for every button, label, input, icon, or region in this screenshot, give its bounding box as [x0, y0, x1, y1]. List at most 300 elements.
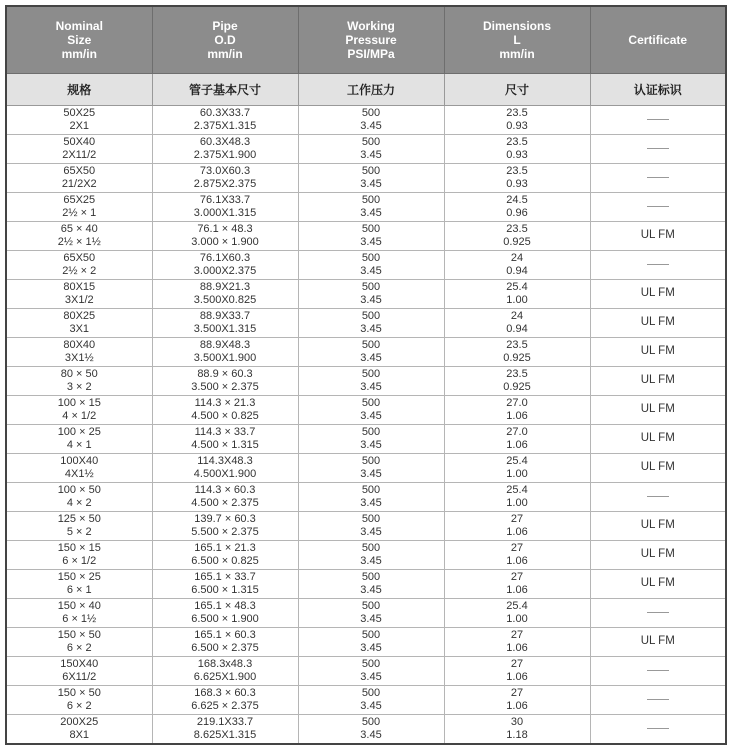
- dimensions-l-cell: [444, 483, 590, 512]
- metric-value: 139.7 × 60.3: [194, 512, 256, 525]
- table-row: [6, 599, 726, 628]
- imperial-value: 4.500X1.900: [193, 468, 257, 480]
- metric-value: 100X40: [60, 454, 99, 467]
- pipe-od-cell: [152, 628, 298, 657]
- pipe-od-cell: [152, 222, 298, 251]
- imperial-value: 3.45: [360, 613, 382, 625]
- header-line: Pipe: [212, 19, 238, 33]
- metric-value: 500: [361, 338, 381, 351]
- metric-value: 88.9 × 60.3: [197, 367, 253, 380]
- dimensions-l-cell: [444, 686, 590, 715]
- metric-value: 60.3X48.3: [199, 135, 251, 148]
- metric-value: 150X40: [60, 657, 99, 670]
- nominal-size-cell: [6, 396, 152, 425]
- metric-value: 168.3 × 60.3: [194, 686, 256, 699]
- dimensions-l-cell: [444, 541, 590, 570]
- working-pressure-cell: [298, 425, 444, 454]
- table-row: [6, 396, 726, 425]
- imperial-value: 3.45: [360, 468, 382, 480]
- imperial-value: 3.45: [360, 149, 382, 161]
- table-row: [6, 570, 726, 599]
- table-row: [6, 280, 726, 309]
- metric-value: 165.1 × 48.3: [194, 599, 256, 612]
- imperial-value: 3.45: [360, 526, 382, 538]
- imperial-value: 1.06: [506, 642, 528, 654]
- certificate-cell: UL FM: [590, 396, 726, 425]
- metric-value: 165.1 × 33.7: [194, 570, 256, 583]
- certificate-cell: [590, 599, 726, 628]
- pipe-od-cell: [152, 338, 298, 367]
- working-pressure-cell: [298, 164, 444, 193]
- pipe-od-cell: [152, 367, 298, 396]
- dimensions-l-cell: [444, 570, 590, 599]
- header-nominal-size: [6, 6, 152, 74]
- dimensions-l-cell: [444, 309, 590, 338]
- metric-value: 27: [510, 686, 524, 699]
- nominal-size-cell: [6, 338, 152, 367]
- imperial-value: 3 × 2: [66, 381, 92, 393]
- imperial-value: 4 × 1: [66, 439, 92, 451]
- imperial-value: 3.45: [360, 410, 382, 422]
- table-row: [6, 512, 726, 541]
- imperial-value: 1.06: [506, 439, 528, 451]
- imperial-value: 2½ × 1: [62, 207, 97, 219]
- table-row: [6, 454, 726, 483]
- imperial-value: 3X1½: [64, 352, 94, 364]
- nominal-size-cell: [6, 106, 152, 135]
- imperial-value: 3.45: [360, 120, 382, 132]
- metric-value: 88.9X48.3: [199, 338, 251, 351]
- imperial-value: 3X1/2: [64, 294, 94, 306]
- table-body: [6, 106, 726, 745]
- metric-value: 100 × 25: [57, 425, 101, 438]
- nominal-size-cell: [6, 483, 152, 512]
- metric-value: 65X25: [63, 193, 96, 206]
- working-pressure-cell: [298, 106, 444, 135]
- metric-value: 500: [361, 106, 381, 119]
- working-pressure-cell: [298, 599, 444, 628]
- metric-value: 25.4: [506, 483, 528, 496]
- imperial-value: 3.000 × 1.900: [191, 236, 259, 248]
- imperial-value: 4 × 1/2: [62, 410, 97, 422]
- certificate-cell: [590, 193, 726, 222]
- imperial-value: 3.500 × 2.375: [191, 381, 259, 393]
- no-certificate-dash: [647, 119, 669, 120]
- header-pipe-od: [152, 6, 298, 74]
- certificate-cell: UL FM: [590, 454, 726, 483]
- metric-value: 76.1 × 48.3: [197, 222, 253, 235]
- dimensions-l-cell: [444, 396, 590, 425]
- table-row: [6, 657, 726, 686]
- table-row: [6, 222, 726, 251]
- metric-value: 27: [510, 570, 524, 583]
- table-row: [6, 135, 726, 164]
- table-row: [6, 425, 726, 454]
- pipe-od-cell: [152, 251, 298, 280]
- dimensions-l-cell: [444, 367, 590, 396]
- imperial-value: 4.500 × 0.825: [191, 410, 259, 422]
- no-certificate-dash: [647, 612, 669, 613]
- working-pressure-cell: [298, 628, 444, 657]
- pipe-od-cell: [152, 512, 298, 541]
- pipe-od-cell: [152, 686, 298, 715]
- working-pressure-cell: [298, 251, 444, 280]
- imperial-value: 0.96: [506, 207, 528, 219]
- table-row: [6, 309, 726, 338]
- nominal-size-cell: [6, 367, 152, 396]
- header-line: Size: [67, 33, 92, 47]
- metric-value: 27: [510, 541, 524, 554]
- metric-value: 100 × 50: [57, 483, 101, 496]
- nominal-size-cell: [6, 193, 152, 222]
- dimensions-l-cell: [444, 715, 590, 745]
- certificate-cell: UL FM: [590, 222, 726, 251]
- header-line: mm/in: [61, 47, 97, 61]
- subheader-working-pressure: 工作压力: [298, 74, 444, 106]
- imperial-value: 3X1: [69, 323, 90, 335]
- imperial-value: 3.45: [360, 700, 382, 712]
- dimensions-l-cell: [444, 425, 590, 454]
- header-line: O.D: [214, 33, 236, 47]
- table-row: [6, 338, 726, 367]
- imperial-value: 3.500X1.315: [193, 323, 257, 335]
- no-certificate-dash: [647, 496, 669, 497]
- working-pressure-cell: [298, 686, 444, 715]
- metric-value: 23.5: [506, 338, 528, 351]
- subheader-dimensions-l: 尺寸: [444, 74, 590, 106]
- imperial-value: 6 × 1: [66, 584, 92, 596]
- nominal-size-cell: [6, 512, 152, 541]
- imperial-value: 1.00: [506, 468, 528, 480]
- imperial-value: 2.375X1.900: [193, 149, 257, 161]
- metric-value: 500: [361, 309, 381, 322]
- certificate-cell: UL FM: [590, 570, 726, 599]
- pipe-od-cell: [152, 715, 298, 745]
- metric-value: 50X40: [63, 135, 96, 148]
- metric-value: 150 × 50: [57, 628, 101, 641]
- imperial-value: 3.45: [360, 439, 382, 451]
- working-pressure-cell: [298, 454, 444, 483]
- metric-value: 76.1X33.7: [199, 193, 251, 206]
- certificate-cell: [590, 657, 726, 686]
- header-line: mm/in: [207, 47, 243, 61]
- metric-value: 114.3X48.3: [197, 454, 253, 467]
- metric-value: 114.3 × 60.3: [194, 483, 256, 496]
- metric-value: 80X40: [63, 338, 96, 351]
- imperial-value: 1.06: [506, 700, 528, 712]
- imperial-value: 1.00: [506, 294, 528, 306]
- imperial-value: 3.45: [360, 584, 382, 596]
- table-row: [6, 628, 726, 657]
- subheader-certificate: 认证标识: [590, 74, 726, 106]
- metric-value: 23.5: [506, 164, 528, 177]
- nominal-size-cell: [6, 541, 152, 570]
- imperial-value: 6 × 1/2: [62, 555, 97, 567]
- nominal-size-cell: [6, 425, 152, 454]
- metric-value: 25.4: [506, 454, 528, 467]
- no-certificate-dash: [647, 264, 669, 265]
- imperial-value: 3.000X1.315: [193, 207, 257, 219]
- imperial-value: 0.93: [506, 149, 528, 161]
- no-certificate-dash: [647, 206, 669, 207]
- imperial-value: 3.500X1.900: [193, 352, 257, 364]
- no-certificate-dash: [647, 148, 669, 149]
- imperial-value: 2.875X2.375: [193, 178, 257, 190]
- pipe-od-cell: [152, 657, 298, 686]
- dimensions-l-cell: [444, 512, 590, 541]
- metric-value: 25.4: [506, 280, 528, 293]
- imperial-value: 0.925: [503, 352, 531, 364]
- working-pressure-cell: [298, 541, 444, 570]
- metric-value: 500: [361, 483, 381, 496]
- metric-value: 200X25: [60, 715, 99, 728]
- pipe-od-cell: [152, 541, 298, 570]
- metric-value: 500: [361, 425, 381, 438]
- metric-value: 500: [361, 164, 381, 177]
- metric-value: 500: [361, 193, 381, 206]
- header-dimensions-l: [444, 6, 590, 74]
- dimensions-l-cell: [444, 280, 590, 309]
- certificate-cell: UL FM: [590, 425, 726, 454]
- imperial-value: 0.925: [503, 236, 531, 248]
- metric-value: 114.3 × 33.7: [194, 425, 256, 438]
- metric-value: 76.1X60.3: [199, 251, 251, 264]
- pipe-od-cell: [152, 599, 298, 628]
- working-pressure-cell: [298, 396, 444, 425]
- no-certificate-dash: [647, 728, 669, 729]
- metric-value: 500: [361, 280, 381, 293]
- working-pressure-cell: [298, 570, 444, 599]
- metric-value: 23.5: [506, 222, 528, 235]
- imperial-value: 3.45: [360, 497, 382, 509]
- pipe-od-cell: [152, 164, 298, 193]
- metric-value: 500: [361, 541, 381, 554]
- pipe-od-cell: [152, 193, 298, 222]
- metric-value: 165.1 × 60.3: [194, 628, 256, 641]
- imperial-value: 6.625 × 2.375: [191, 700, 259, 712]
- pipe-od-cell: [152, 483, 298, 512]
- working-pressure-cell: [298, 512, 444, 541]
- metric-value: 500: [361, 454, 381, 467]
- nominal-size-cell: [6, 309, 152, 338]
- nominal-size-cell: [6, 628, 152, 657]
- imperial-value: 3.000X2.375: [193, 265, 257, 277]
- imperial-value: 2X1: [69, 120, 90, 132]
- dimensions-l-cell: [444, 338, 590, 367]
- imperial-value: 2.375X1.315: [193, 120, 257, 132]
- imperial-value: 2½ × 2: [62, 265, 97, 277]
- imperial-value: 3.45: [360, 294, 382, 306]
- certificate-cell: [590, 106, 726, 135]
- imperial-value: 3.45: [360, 178, 382, 190]
- certificate-cell: [590, 164, 726, 193]
- header-line: mm/in: [499, 47, 535, 61]
- metric-value: 100 × 15: [57, 396, 101, 409]
- working-pressure-cell: [298, 715, 444, 745]
- certificate-cell: UL FM: [590, 338, 726, 367]
- metric-value: 65X50: [63, 164, 96, 177]
- table-row: [6, 483, 726, 512]
- metric-value: 30: [510, 715, 524, 728]
- imperial-value: 4.500 × 1.315: [191, 439, 259, 451]
- metric-value: 150 × 50: [57, 686, 101, 699]
- metric-value: 23.5: [506, 367, 528, 380]
- imperial-value: 6X11/2: [62, 671, 97, 683]
- pipe-od-cell: [152, 280, 298, 309]
- metric-value: 65 × 40: [60, 222, 98, 235]
- metric-value: 60.3X33.7: [199, 106, 251, 119]
- imperial-value: 1.06: [506, 410, 528, 422]
- table-row: [6, 164, 726, 193]
- metric-value: 150 × 15: [57, 541, 101, 554]
- metric-value: 150 × 25: [57, 570, 101, 583]
- metric-value: 80 × 50: [60, 367, 98, 380]
- certificate-cell: [590, 135, 726, 164]
- imperial-value: 6 × 1½: [62, 613, 97, 625]
- metric-value: 88.9X33.7: [199, 309, 251, 322]
- working-pressure-cell: [298, 135, 444, 164]
- imperial-value: 6.500 × 1.315: [191, 584, 259, 596]
- metric-value: 500: [361, 251, 381, 264]
- metric-value: 27: [510, 512, 524, 525]
- imperial-value: 0.93: [506, 120, 528, 132]
- table-row: [6, 367, 726, 396]
- imperial-value: 1.06: [506, 555, 528, 567]
- working-pressure-cell: [298, 309, 444, 338]
- imperial-value: 3.45: [360, 642, 382, 654]
- metric-value: 23.5: [506, 106, 528, 119]
- imperial-value: 2X11/2: [62, 149, 97, 161]
- header-line: Pressure: [345, 33, 397, 47]
- pipe-od-cell: [152, 454, 298, 483]
- imperial-value: 3.500X0.825: [193, 294, 257, 306]
- dimensions-l-cell: [444, 193, 590, 222]
- imperial-value: 3.45: [360, 236, 382, 248]
- working-pressure-cell: [298, 222, 444, 251]
- imperial-value: 6.625X1.900: [193, 671, 257, 683]
- header-working-pressure: [298, 6, 444, 74]
- header-line: Working: [347, 19, 395, 33]
- imperial-value: 3.45: [360, 323, 382, 335]
- imperial-value: 1.06: [506, 584, 528, 596]
- imperial-value: 21/2X2: [61, 178, 97, 190]
- metric-value: 500: [361, 657, 381, 670]
- metric-value: 500: [361, 222, 381, 235]
- metric-value: 219.1X33.7: [196, 715, 254, 728]
- table-row: [6, 715, 726, 745]
- metric-value: 80X15: [63, 280, 96, 293]
- working-pressure-cell: [298, 657, 444, 686]
- nominal-size-cell: [6, 599, 152, 628]
- nominal-size-cell: [6, 454, 152, 483]
- certificate-cell: [590, 483, 726, 512]
- certificate-cell: UL FM: [590, 541, 726, 570]
- metric-value: 50X25: [63, 106, 96, 119]
- dimensions-l-cell: [444, 628, 590, 657]
- nominal-size-cell: [6, 164, 152, 193]
- certificate-cell: UL FM: [590, 628, 726, 657]
- header-certificate: [590, 6, 726, 74]
- header-row-chinese: [6, 74, 726, 106]
- nominal-size-cell: [6, 251, 152, 280]
- imperial-value: 6.500 × 0.825: [191, 555, 259, 567]
- imperial-value: 1.06: [506, 671, 528, 683]
- header-line: Certificate: [628, 33, 688, 47]
- working-pressure-cell: [298, 367, 444, 396]
- imperial-value: 5.500 × 2.375: [191, 526, 259, 538]
- metric-value: 27: [510, 657, 524, 670]
- nominal-size-cell: [6, 657, 152, 686]
- imperial-value: 6 × 2: [66, 642, 92, 654]
- metric-value: 114.3 × 21.3: [194, 396, 256, 409]
- imperial-value: 6.500 × 1.900: [191, 613, 259, 625]
- imperial-value: 6.500 × 2.375: [191, 642, 259, 654]
- nominal-size-cell: [6, 135, 152, 164]
- certificate-cell: UL FM: [590, 309, 726, 338]
- metric-value: 500: [361, 367, 381, 380]
- working-pressure-cell: [298, 280, 444, 309]
- pipe-od-cell: [152, 425, 298, 454]
- header-line: PSI/MPa: [347, 47, 395, 61]
- metric-value: 500: [361, 715, 381, 728]
- no-certificate-dash: [647, 670, 669, 671]
- imperial-value: 3.45: [360, 381, 382, 393]
- imperial-value: 0.925: [503, 381, 531, 393]
- dimensions-l-cell: [444, 135, 590, 164]
- header-row-english: [6, 6, 726, 74]
- working-pressure-cell: [298, 193, 444, 222]
- dimensions-l-cell: [444, 164, 590, 193]
- metric-value: 24: [510, 251, 524, 264]
- certificate-cell: UL FM: [590, 280, 726, 309]
- certificate-cell: UL FM: [590, 367, 726, 396]
- imperial-value: 0.93: [506, 178, 528, 190]
- nominal-size-cell: [6, 715, 152, 745]
- imperial-value: 3.45: [360, 729, 382, 741]
- header-line: Nominal: [55, 19, 103, 33]
- imperial-value: 1.00: [506, 613, 528, 625]
- pipe-od-cell: [152, 309, 298, 338]
- pipe-od-cell: [152, 570, 298, 599]
- metric-value: 23.5: [506, 135, 528, 148]
- certificate-cell: [590, 715, 726, 745]
- certificate-cell: [590, 251, 726, 280]
- imperial-value: 8.625X1.315: [193, 729, 257, 741]
- imperial-value: 4.500 × 2.375: [191, 497, 259, 509]
- working-pressure-cell: [298, 483, 444, 512]
- no-certificate-dash: [647, 699, 669, 700]
- metric-value: 80X25: [63, 309, 96, 322]
- dimensions-l-cell: [444, 106, 590, 135]
- metric-value: 27.0: [506, 396, 528, 409]
- imperial-value: 4 × 2: [66, 497, 92, 509]
- metric-value: 27.0: [506, 425, 528, 438]
- imperial-value: 6 × 2: [66, 700, 92, 712]
- metric-value: 25.4: [506, 599, 528, 612]
- subheader-nominal-size: 规格: [6, 74, 152, 106]
- metric-value: 73.0X60.3: [199, 164, 251, 177]
- metric-value: 88.9X21.3: [199, 280, 251, 293]
- dimensions-l-cell: [444, 222, 590, 251]
- nominal-size-cell: [6, 570, 152, 599]
- dimensions-l-cell: [444, 251, 590, 280]
- imperial-value: 0.94: [506, 323, 528, 335]
- nominal-size-cell: [6, 222, 152, 251]
- working-pressure-cell: [298, 338, 444, 367]
- imperial-value: 0.94: [506, 265, 528, 277]
- metric-value: 65X50: [63, 251, 96, 264]
- dimensions-l-cell: [444, 454, 590, 483]
